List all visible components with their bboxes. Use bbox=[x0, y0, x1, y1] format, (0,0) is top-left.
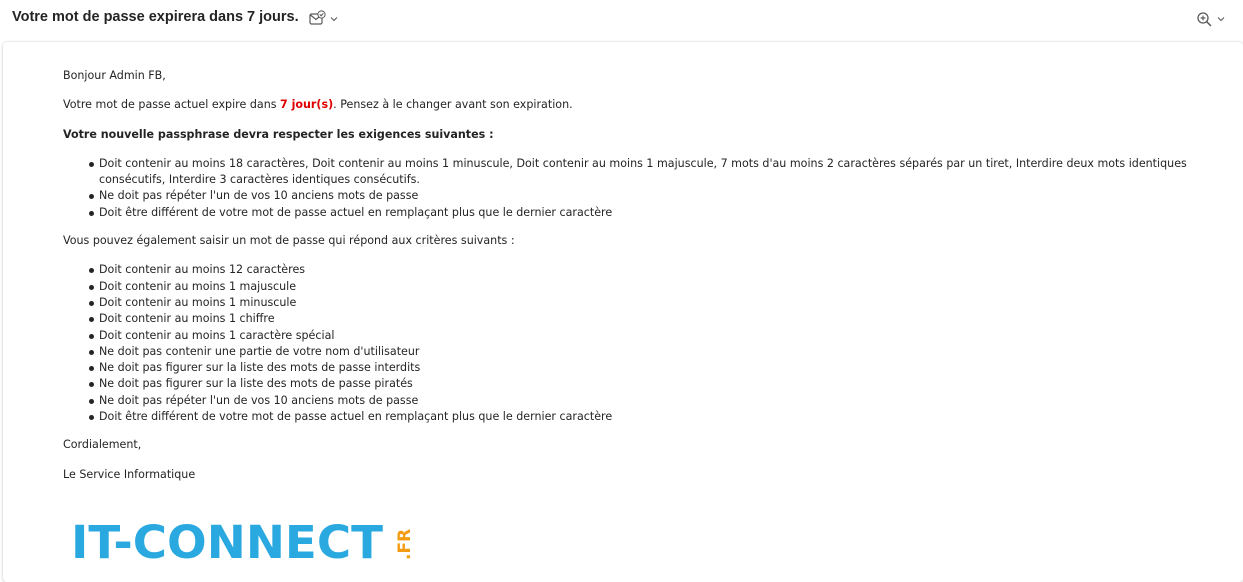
it-connect-logo bbox=[71, 510, 421, 568]
list-item: Ne doit pas répéter l'un de vos 10 anciens mots de passe bbox=[63, 393, 1223, 409]
list-item: Ne doit pas figurer sur la liste des mots de passe piratés bbox=[63, 376, 1223, 392]
reading-pane-header bbox=[0, 0, 1243, 38]
list-item: Doit contenir au moins 1 caractère spécial bbox=[63, 328, 1223, 344]
list-item: Doit être différent de votre mot de passe actuel en remplaçant plus que le dernier caractère bbox=[63, 409, 1223, 425]
list-item: Doit contenir au moins 1 majuscule bbox=[63, 279, 1223, 295]
passphrase-heading: Votre nouvelle passphrase devra respecter les exigences suivantes : bbox=[63, 127, 494, 141]
list-item: Ne doit pas répéter l'un de vos 10 anciens mots de passe bbox=[63, 188, 1223, 204]
intro-paragraph bbox=[63, 97, 1223, 113]
email-subject: Votre mot de passe expirera dans 7 jours. bbox=[12, 9, 299, 25]
intro-text-after: . Pensez à le changer avant son expiration. bbox=[333, 98, 573, 112]
list-item: Doit contenir au moins 12 caractères bbox=[63, 262, 1223, 278]
list-item: Doit contenir au moins 1 chiffre bbox=[63, 311, 1223, 327]
logo-suffix-text: .FR bbox=[395, 528, 415, 560]
list-item: Ne doit pas contenir une partie de votre nom d'utilisateur bbox=[63, 344, 1223, 360]
closing: Cordialement, bbox=[63, 438, 142, 452]
password-heading: Vous pouvez également saisir un mot de passe qui répond aux critères suivants : bbox=[63, 234, 515, 248]
greeting: Bonjour Admin FB, bbox=[63, 69, 166, 82]
intro-text-before: Votre mot de passe actuel expire dans bbox=[63, 98, 281, 112]
logo-main-text: IT-CONNECT bbox=[71, 516, 384, 568]
zoom-in-icon bbox=[1196, 11, 1213, 28]
password-rules-list bbox=[63, 262, 1223, 425]
passphrase-rules-list bbox=[63, 156, 1223, 221]
zoom-button[interactable] bbox=[1196, 8, 1226, 30]
list-item: Ne doit pas figurer sur la liste des mots de passe interdits bbox=[63, 360, 1223, 376]
list-item: Doit contenir au moins 18 caractères, Doit contenir au moins 1 minuscule, Doit contenir au moins 1 majuscule, 7 mots d'au moins 2 caractères séparés par un tiret, Interdire deux mots identiques consécutifs, Interdire 3 caractères identiques consécutifs. bbox=[63, 156, 1223, 189]
mail-action-button[interactable] bbox=[308, 8, 339, 30]
list-item: Doit être différent de votre mot de passe actuel en remplaçant plus que le dernier caractère bbox=[63, 205, 1223, 221]
email-body bbox=[63, 68, 1223, 496]
signature: Le Service Informatique bbox=[63, 467, 196, 481]
list-item: Doit contenir au moins 1 minuscule bbox=[63, 295, 1223, 311]
chevron-down-icon bbox=[329, 14, 339, 24]
chevron-down-icon bbox=[1216, 14, 1226, 24]
mail-check-icon bbox=[308, 10, 326, 28]
expiry-highlight: 7 jour(s) bbox=[280, 98, 334, 112]
email-body-card bbox=[3, 42, 1243, 582]
